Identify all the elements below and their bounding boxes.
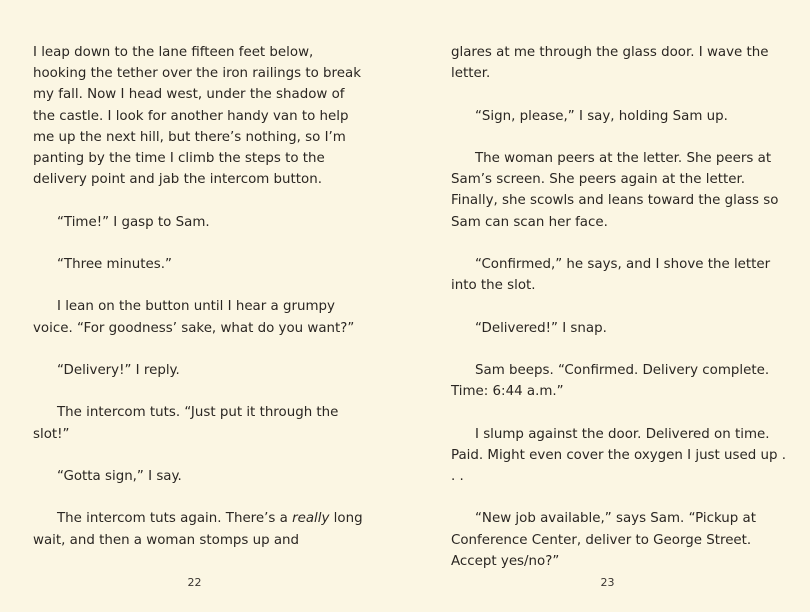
- page-number: 23: [600, 576, 615, 589]
- paragraph: “Confirmed,” he says, and I shove the letter into the slot.: [451, 256, 771, 294]
- paragraph-text: long wait, and then a woman stomps up and: [33, 511, 363, 548]
- paragraph: I leap down to the lane fifteen feet below, hooking the tether over the iron railings to break my fall. Now I head west, under the shadow of the castle. I look for another handy van to help me up the next hill, but there’s nothing, so I’m panting by the time I climb the steps to the delivery point and jab the intercom button.: [33, 45, 361, 188]
- paragraph: I lean on the button until I hear a grumpy voice. “For goodness’ sake, what do you want?”: [33, 299, 355, 336]
- paragraph: “Three minutes.”: [57, 257, 172, 272]
- paragraph: “Delivered!” I snap.: [475, 320, 607, 336]
- paragraph-text: The intercom tuts again. There’s a: [57, 511, 293, 527]
- paragraph: “Delivery!” I reply.: [57, 362, 180, 378]
- page-number: 22: [187, 576, 202, 589]
- paragraph: “Sign, please,” I say, holding Sam up.: [475, 108, 728, 124]
- paragraph: [33, 508, 369, 550]
- paragraph: I slump against the door. Delivered on time. Paid. Might even cover the oxygen I just used up . . .: [451, 426, 787, 484]
- left-page-text: [33, 42, 369, 572]
- paragraph: glares at me through the glass door. I wave the letter.: [451, 45, 769, 82]
- paragraph: The intercom tuts. “Just put it through the slot!”: [33, 405, 339, 442]
- emphasis-text: really: [292, 511, 330, 527]
- paragraph: Sam beeps. “Confirmed. Delivery complete. Time: 6:44 a.m.”: [451, 362, 770, 400]
- paragraph: The woman peers at the letter. She peers at Sam’s screen. She peers again at the letter. Finally, she scowls and leans toward the glass so Sam can scan her face.: [451, 150, 779, 230]
- right-page-text: [451, 42, 791, 593]
- paragraph: “Time!” I gasp to Sam.: [57, 214, 210, 230]
- right-page: [405, 0, 810, 612]
- paragraph: “Gotta sign,” I say.: [57, 468, 182, 484]
- paragraph: “New job available,” says Sam. “Pickup at Conference Center, deliver to George Street. Accept yes/no?”: [451, 511, 756, 569]
